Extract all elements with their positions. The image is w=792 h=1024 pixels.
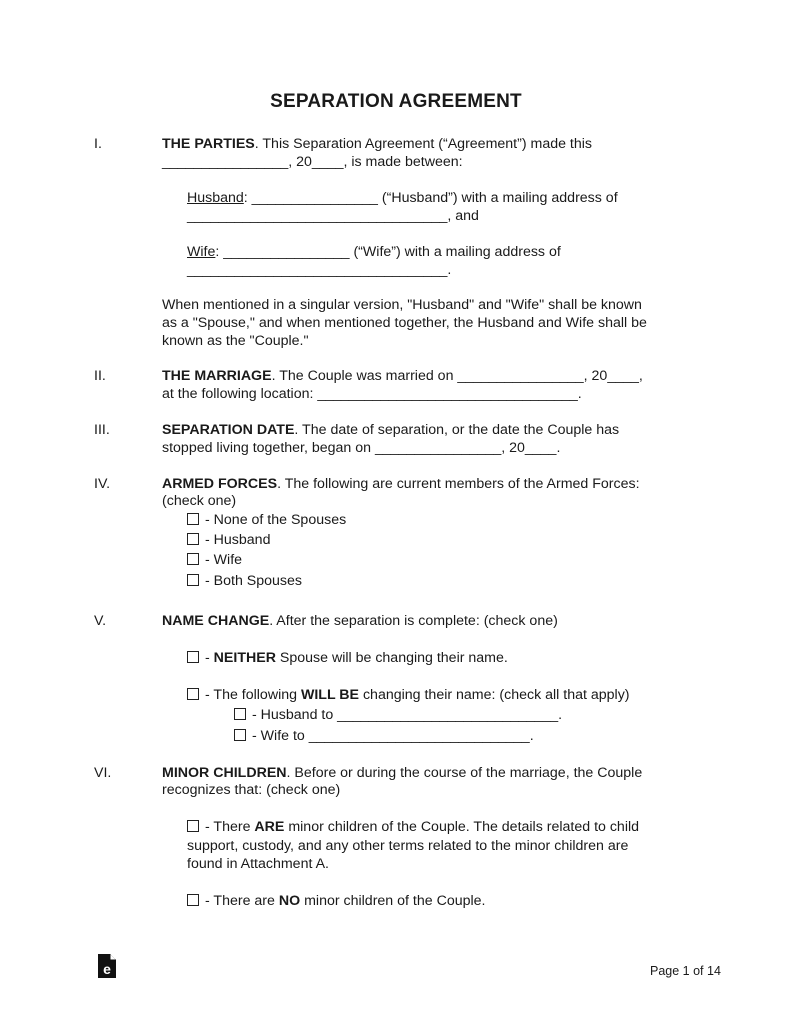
checkbox[interactable] bbox=[187, 533, 199, 545]
section-heading: SEPARATION DATE bbox=[162, 422, 295, 438]
document-title: SEPARATION AGREEMENT bbox=[270, 91, 522, 112]
checkbox-option[interactable] bbox=[187, 551, 242, 569]
wife-address-line: _________________________________. bbox=[187, 262, 452, 278]
option-text: Spouse will be changing their name. bbox=[275, 650, 508, 666]
checkbox[interactable] bbox=[187, 553, 199, 565]
checkbox-option[interactable] bbox=[187, 531, 270, 549]
marriage-location-line: at the following location: _________________________________. bbox=[162, 386, 582, 402]
checkbox-option[interactable] bbox=[187, 572, 302, 590]
checkbox-option[interactable] bbox=[187, 649, 508, 667]
recognizes-line: recognizes that: (check one) bbox=[162, 782, 341, 798]
definition-paragraph-line: When mentioned in a singular version, "Husband" and "Wife" shall be known bbox=[162, 297, 642, 313]
checkbox[interactable] bbox=[187, 574, 199, 586]
option-continuation: found in Attachment A. bbox=[187, 856, 329, 872]
option-label: - None of the Spouses bbox=[205, 512, 347, 528]
name-change-text: . After the separation is complete: (check one) bbox=[269, 613, 558, 629]
option-text: - There bbox=[205, 819, 255, 835]
section-number: III. bbox=[94, 422, 110, 438]
intro-text: . This Separation Agreement (“Agreement”) made this bbox=[254, 136, 593, 152]
section-number: IV. bbox=[94, 476, 111, 492]
checkbox-option[interactable] bbox=[234, 706, 562, 724]
option-text: - The following bbox=[205, 687, 301, 703]
option-emphasis: ARE bbox=[254, 819, 285, 835]
option-text: minor children of the Couple. The details related to child bbox=[284, 819, 640, 835]
checkbox[interactable] bbox=[187, 513, 199, 525]
option-emphasis: NO bbox=[278, 893, 301, 909]
marriage-line bbox=[162, 367, 643, 385]
minor-children-text: . Before or during the course of the marriage, the Couple bbox=[286, 765, 643, 781]
husband-text: : ________________ (“Husband”) with a mailing address of bbox=[243, 190, 618, 206]
section-heading: NAME CHANGE bbox=[162, 613, 270, 629]
option-continuation: support, custody, and any other terms related to the minor children are bbox=[187, 838, 629, 854]
separation-date-line bbox=[162, 421, 619, 439]
option-emphasis: NEITHER bbox=[213, 650, 276, 666]
husband-label: Husband bbox=[187, 190, 244, 206]
wife-line bbox=[187, 243, 561, 261]
checkbox-option[interactable] bbox=[234, 727, 534, 745]
option-label: - Wife bbox=[205, 552, 243, 568]
checkbox[interactable] bbox=[234, 729, 246, 741]
section-number: VI. bbox=[94, 765, 112, 781]
option-text: minor children of the Couple. bbox=[300, 893, 486, 909]
checkbox-option[interactable] bbox=[187, 511, 346, 529]
option-label: - Husband to ____________________________. bbox=[252, 707, 563, 723]
section-number: V. bbox=[94, 613, 107, 629]
definition-paragraph-line: as a "Spouse," and when mentioned together, the Husband and Wife shall be bbox=[162, 315, 647, 331]
agreement-date-line: ________________, 20____, is made between: bbox=[162, 154, 463, 170]
checkbox-option[interactable] bbox=[187, 686, 630, 704]
name-change-line bbox=[162, 612, 558, 630]
option-text: - bbox=[205, 650, 214, 666]
husband-address-line: _________________________________, and bbox=[187, 208, 479, 224]
wife-label: Wife bbox=[187, 244, 216, 260]
minor-children-line bbox=[162, 764, 642, 782]
option-label: - Wife to ____________________________. bbox=[252, 728, 534, 744]
section-number: I. bbox=[94, 136, 102, 152]
separation-text: . The date of separation, or the date the Couple has bbox=[294, 422, 620, 438]
document-logo-icon bbox=[96, 953, 118, 979]
checkbox[interactable] bbox=[234, 708, 246, 720]
section-heading: ARMED FORCES bbox=[162, 476, 278, 492]
definition-paragraph-line: known as the "Couple." bbox=[162, 333, 309, 349]
option-label: - Husband bbox=[205, 532, 271, 548]
armed-forces-line bbox=[162, 475, 640, 493]
armed-forces-text: . The following are current members of the Armed Forces: bbox=[277, 476, 640, 492]
checkbox[interactable] bbox=[187, 894, 199, 906]
checkbox[interactable] bbox=[187, 651, 199, 663]
page-number: Page 1 of 14 bbox=[650, 964, 721, 978]
option-text: - There are bbox=[205, 893, 279, 909]
checkbox-option[interactable] bbox=[187, 818, 639, 836]
option-label: - Both Spouses bbox=[205, 573, 303, 589]
document-logo-icon bbox=[96, 953, 118, 979]
section-number: II. bbox=[94, 368, 106, 384]
husband-line bbox=[187, 189, 618, 207]
parties-intro bbox=[162, 135, 592, 153]
option-emphasis: WILL BE bbox=[300, 687, 360, 703]
section-heading: THE PARTIES bbox=[162, 136, 255, 152]
checkbox-option[interactable] bbox=[187, 892, 485, 910]
svg-text:e: e bbox=[103, 961, 111, 977]
section-heading: MINOR CHILDREN bbox=[162, 765, 287, 781]
separation-date-line-2: stopped living together, began on ________________, 20____. bbox=[162, 440, 561, 456]
check-one-note: (check one) bbox=[162, 493, 237, 509]
wife-text: : ________________ (“Wife”) with a mailing address of bbox=[215, 244, 561, 260]
marriage-text: . The Couple was married on ________________, 20____, bbox=[271, 368, 643, 384]
option-text: changing their name: (check all that apply) bbox=[359, 687, 630, 703]
checkbox[interactable] bbox=[187, 820, 199, 832]
section-heading: THE MARRIAGE bbox=[162, 368, 272, 384]
checkbox[interactable] bbox=[187, 688, 199, 700]
